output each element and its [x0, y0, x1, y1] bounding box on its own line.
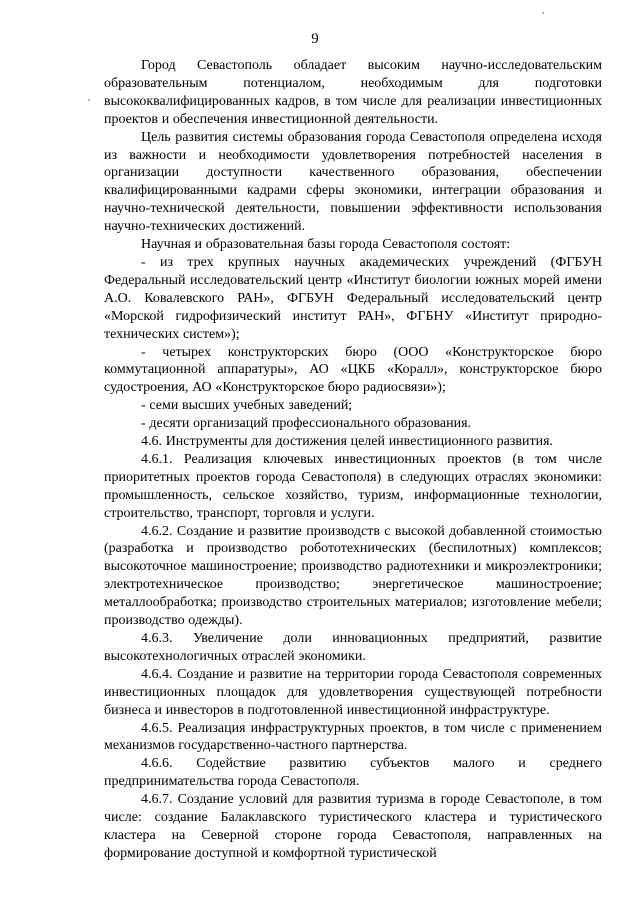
scan-speck	[88, 99, 90, 101]
clause-4-6-6: 4.6.6. Содействие развитию субъектов малого и среднего предпринимательства города Севастополя.	[104, 756, 602, 790]
paragraph-base-composition: Научная и образовательная базы города Севастополя состоят:	[141, 237, 511, 253]
paragraph-education-goal: Цель развития системы образования города Севастополя определена исходя из важности и необходимости удовлетворения потребностей населения в организации доступности качественного образования, обеспечении квалифицированными кадрами сферы экономики, интеграции образования и научно-технической деятельности, повышении эффективности использования научно-технических достижений.	[104, 129, 602, 235]
clause-4-6-2: 4.6.2. Создание и развитие производств с высокой добавленной стоимостью (разработка и производство робототехнических (беспилотных) комплексов; высокоточное машиностроение; производство радиотехники и микроэлектроники; электротехническое производство; энергетическое машиностроение; металлообработка; производство строительных материалов; изготовление мебели; производство одежды).	[104, 523, 602, 629]
list-item-universities: - семи высших учебных заведений;	[141, 398, 353, 414]
scan-speck	[542, 12, 544, 14]
document-body	[104, 57, 602, 863]
paragraph-scientific-potential: Город Севастополь обладает высоким научно-исследовательским образовательным потенциалом, необходимым для подготовки высококвалифицированных кадров, в том числе для реализации инвестиционных проектов и обеспечения инвестиционной деятельности.	[104, 58, 602, 127]
page-number: 9	[311, 31, 319, 47]
clause-4-6-5: 4.6.5. Реализация инфраструктурных проектов, в том числе с применением механизмов государственно-частного партнерства.	[104, 720, 602, 754]
list-item-vocational-organizations: - десяти организаций профессионального образования.	[141, 416, 472, 432]
list-item-academic-institutions: - из трех крупных научных академических учреждений (ФГБУН Федеральный исследовательский центр «Институт биологии южных морей имени А.О. Ковалевского РАН», ФГБУН Федеральный исследовательский центр «Морской гидрофизический институт РАН», ФГБНУ «Институт природно-технических систем»);	[104, 254, 602, 342]
clause-4-6-7: 4.6.7. Создание условий для развития туризма в городе Севастополе, в том числе: создание Балаклавского туристического кластера и туристического кластера на Северной стороне города Севастополя, направленных на формирование доступной и комфортной туристической	[104, 792, 602, 861]
list-item-design-bureaus: - четырех конструкторских бюро (ООО «Конструкторское бюро коммутационной аппаратуры», АО «ЦКБ «Коралл», конструкторское бюро судостроения, АО «Конструкторское бюро радиосвязи»);	[104, 344, 602, 396]
clause-4-6-4: 4.6.4. Создание и развитие на территории города Севастополя современных инвестиционных площадок для удовлетворения существующей потребности бизнеса и инвесторов в подготовленной инвестиционной инфраструктуре.	[104, 666, 602, 718]
clause-4-6-3: 4.6.3. Увеличение доли инновационных предприятий, развитие высокотехнологичных отраслей экономики.	[104, 631, 602, 664]
section-heading-4-6: 4.6. Инструменты для достижения целей инвестиционного развития.	[141, 434, 554, 450]
clause-4-6-1: 4.6.1. Реализация ключевых инвестиционных проектов (в том числе приоритетных проектов города Севастополя) в следующих отраслях экономики: промышленность, сельское хозяйство, туризм, информационные технологии, строительство, транспорт, торговля и услуги.	[104, 451, 602, 521]
